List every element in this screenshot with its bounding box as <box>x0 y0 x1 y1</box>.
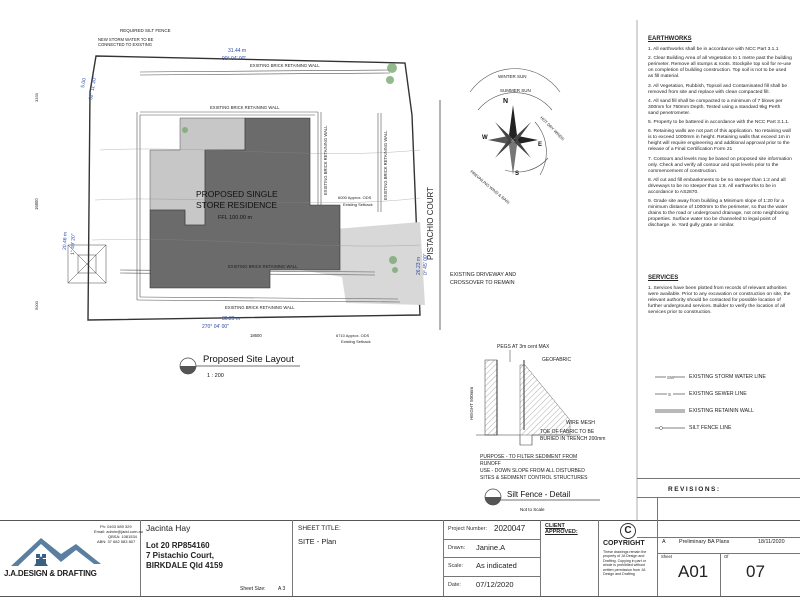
scale-value: As indicated <box>476 561 517 570</box>
company-name: J.A.DESIGN & DRAFTING <box>4 569 97 578</box>
lot-number: Lot 20 RP854160 <box>146 541 210 550</box>
compass-w: W <box>482 135 488 141</box>
south-boundary-bearing: 270° 04' 00" <box>202 324 229 330</box>
earthworks-item-4: 4. All sand fill shall be compacted to a minimum of 7 blows per 300mm for 750mm Depth. Tested using a standard 9kg Perth sand penetrometer. <box>648 98 783 116</box>
residence-label-1: PROPOSED SINGLE <box>196 189 278 199</box>
residence-label-2: STORE RESIDENCE <box>196 200 278 210</box>
driveway-label-1: EXISTING DRIVEWAY AND <box>450 272 517 278</box>
label-silt-fence: REQUIRED SILT FENCE <box>120 28 171 33</box>
revision-date: 18/11/2020 <box>758 539 785 545</box>
use-text-1: USE - DOWN SLOPE FROM ALL DISTURBED <box>480 468 585 474</box>
right-dimension-b: 0° 45' 00" <box>423 253 429 275</box>
north-boundary-length: 31.44 m <box>228 48 247 54</box>
legend-silt-fence-label: SILT FENCE LINE <box>689 425 732 431</box>
of-label: Of <box>724 554 729 559</box>
sheet-size-value: A 3 <box>278 586 286 592</box>
sheet-title-value: SITE - Plan <box>298 537 337 546</box>
sheet-label: Sheet <box>661 554 672 559</box>
geofabric-label: GEOFABRIC <box>542 357 572 363</box>
bottom-setback-2: Existing Setback <box>341 339 371 344</box>
silt-fence-title: Silt Fence - Detail <box>507 490 571 499</box>
drawn-value: Janine.A <box>476 543 506 552</box>
approx-ods-label: 6000 Approx. ODS <box>338 195 372 200</box>
ffl-label: FFL 100.00 m <box>218 215 253 221</box>
compass-e: E <box>538 142 543 148</box>
retaining-label-vertical: EXISTING BRICK RETAINING WALL <box>323 125 328 195</box>
earthworks-item-7: 7. Contours and levels may be based on proposed site information only. Check and verify all contour and spot levels prior to the commencement of construction. <box>648 156 792 174</box>
company-qbsa: QBSA: 1081534 <box>108 534 137 539</box>
layout-title-block <box>180 354 300 379</box>
right-dimension: 26.23 m <box>416 256 422 275</box>
label-storm-water-2: CONNECTED TO EXISTING <box>98 42 153 47</box>
legend-storm-water-label: EXISTING STORM WATER LINE <box>689 374 766 380</box>
services-notes <box>648 275 792 317</box>
retaining-label-top: EXISTING BRICK RETAINING WALL <box>250 63 320 68</box>
sheet-size-label: Sheet Size: <box>240 586 266 592</box>
copyright-title: COPYRIGHT <box>603 540 645 547</box>
wire-mesh-label: WIRE MESH <box>566 420 595 426</box>
company-email: Email: admin@jadd.com.au <box>94 529 143 534</box>
sheet-total: 07 <box>746 562 765 581</box>
company-phone: Ph: 0403 589 329 <box>100 524 132 529</box>
silt-fence-scale: Not to Scale <box>520 507 545 512</box>
revision-letter: A <box>662 539 666 545</box>
legend-silt-fence <box>655 424 790 434</box>
toe-label-2: BURIED IN TRENCH 200mm <box>540 436 606 442</box>
svg-text:S: S <box>668 392 672 397</box>
street-name: PISTACHIO COURT <box>426 186 435 260</box>
compass <box>469 69 565 205</box>
copyright-text: These drawings remain the property of JA Design and Drafting. Copying in part or whole is prohibited without written permission from JA Design and Drafting <box>603 550 647 577</box>
sheet-number: A01 <box>678 562 709 581</box>
copyright-icon: C <box>620 523 636 539</box>
left-small-dim-1: 3333 <box>34 93 39 102</box>
left-small-dim-2: 5000 <box>34 301 39 310</box>
earthworks-item-8: 8. All cut and fill embankments to be no steeper than 1:2 and all driveways to be no steeper than 1:6. All earthworks to be in accordance to AS2870. <box>648 177 786 195</box>
services-text: 1. Services have been plotted from records of relevant athorities were available. Prior to any excavation or construction on site, the relevant authority should be contacted for possible location of further underground services. Builder to verify the location of all services prior to construction. <box>648 286 791 316</box>
drawn-label: Drawn: <box>448 545 466 551</box>
retaining-label-bottom2: EXISTING BRICK RETAINING WALL <box>225 305 295 310</box>
earthworks-item-1: 1. All earthworks shall be in accordance with NCC Part 3.1.1 <box>648 47 779 53</box>
existing-setback-label: Existing Setback <box>343 202 373 207</box>
client-name: Jacinta Hay <box>146 523 191 533</box>
legend-sewer <box>655 390 790 400</box>
project-number-label: Project Number: <box>448 526 487 532</box>
driveway-label-2: CROSSOVER TO REMAIN <box>450 280 515 286</box>
address-line-1: 7 Pistachio Court, <box>146 551 215 560</box>
toe-label-1: TOE OF FABRIC TO BE <box>540 429 595 435</box>
left-dimension-2: 20.46 m <box>62 231 69 251</box>
earthworks-heading: EARTHWORKS <box>648 36 692 42</box>
summer-sun-label: SUMMER SUN <box>500 88 531 93</box>
earthworks-item-9: 9. Grade site away from building a Minimum slope of 1:20 for a minimum distance of 1000mm to the perimeter, so that the water drains to the road or underground drainage, not onto neighboring properties. Surface water too be channeled to legal point of discharge. ie. Yard gully grate or similar. <box>648 199 789 229</box>
bottom-setback-1: 6710 Approx. ODS <box>336 333 370 338</box>
compass-star <box>488 105 538 175</box>
compass-s: S <box>515 171 520 177</box>
legend-retaining <box>655 407 790 417</box>
date-label: Date: <box>448 582 461 588</box>
retaining-label-vertical-right: EXISTING BRICK RETAINING WALL <box>383 130 388 200</box>
retaining-label-inner: EXISTING BRICK RETAINING WALL <box>210 105 280 110</box>
earthworks-item-5: 5. Property to be battered in accordance with the NCC Part 3.1.1. <box>648 120 790 126</box>
svg-text:SW: SW <box>667 375 675 380</box>
label-storm-water: NEW STORM WATER TO BE <box>98 37 154 42</box>
legend-sewer-label: EXISTING SEWER LINE <box>689 391 747 397</box>
left-dimension-2b: 1° 49' 20" <box>70 233 77 256</box>
client-approved-label: CLIENT APPROVED: <box>545 523 578 535</box>
purpose-text-2: RUNOFF <box>480 461 501 467</box>
bottom-dimension: 18600 <box>250 333 262 338</box>
retaining-label-bottom1: EXISTING BRICK RETAINING WALL <box>228 264 298 269</box>
layout-title: Proposed Site Layout <box>203 354 294 365</box>
revisions-title: REVISIONS: <box>668 486 721 493</box>
purpose-label: PURPOSE - TO FILTER SEDIMENT FROM <box>480 454 578 460</box>
silt-fence-detail <box>469 344 605 512</box>
earthworks-notes <box>648 36 792 233</box>
layout-scale: 1 : 200 <box>207 373 224 379</box>
north-boundary-bearing: 90° 04' 00" <box>222 56 247 62</box>
hot-dry-winds-label: HOT DRY WINDS <box>539 115 566 142</box>
address-line-2: BIRKDALE Qld 4159 <box>146 561 223 570</box>
height-label: HEIGHT 500mm <box>469 386 474 420</box>
services-heading: SERVICES <box>648 275 679 281</box>
pegs-label: PEGS AT 3m cent MAX <box>497 344 550 350</box>
earthworks-item-2: 2. Clear Building Area of all Vegetation to 1 metre past the building perimeter. Remove all stumps & roots. Stockpile top soil for re-use on completion of building construction. Top soil is not to be used as fill material. <box>648 56 792 80</box>
revision-description: Preliminary BA Plans <box>679 539 730 545</box>
earthworks-item-6: 6. Retaining walls are not part of this application. No retaining wall is to exceed 1000mm in height. Retaining walls that exceed 1m in height will require engineering and additional approval prior to the release of a Final Certification Form 21 <box>648 129 791 153</box>
left-dimension-1b: 32° 11' 20" <box>88 75 99 101</box>
left-height-dim: 16800 <box>34 198 39 210</box>
legend <box>655 365 790 450</box>
scale-label: Scale: <box>448 563 463 569</box>
prevailing-wind-label: PREVAILING WIND & RAIN <box>469 168 511 205</box>
left-dimension-1: 5.00 <box>80 77 88 89</box>
winter-sun-label: WINTER SUN <box>498 74 527 79</box>
sheet-title-label: SHEET TITLE: <box>298 525 341 532</box>
compass-n: N <box>503 98 509 105</box>
use-text-2: SITES & SEDIMENT CONTROL STRUCTURES <box>480 475 588 481</box>
legend-storm-water <box>655 373 790 383</box>
project-number-value: 2020047 <box>494 524 526 533</box>
legend-retaining-label: EXISTING RETAININ WALL <box>689 408 754 414</box>
earthworks-item-3: 3. All Vegetation, Rubbish, Topsoil and Contaminated fill shall be removed from site and replace with clean compacted fill. <box>648 83 788 95</box>
company-abn: ABN: 37 682 583 807 <box>97 539 136 544</box>
south-boundary-length: 36.29 m <box>222 316 241 322</box>
date-value: 07/12/2020 <box>476 580 514 589</box>
